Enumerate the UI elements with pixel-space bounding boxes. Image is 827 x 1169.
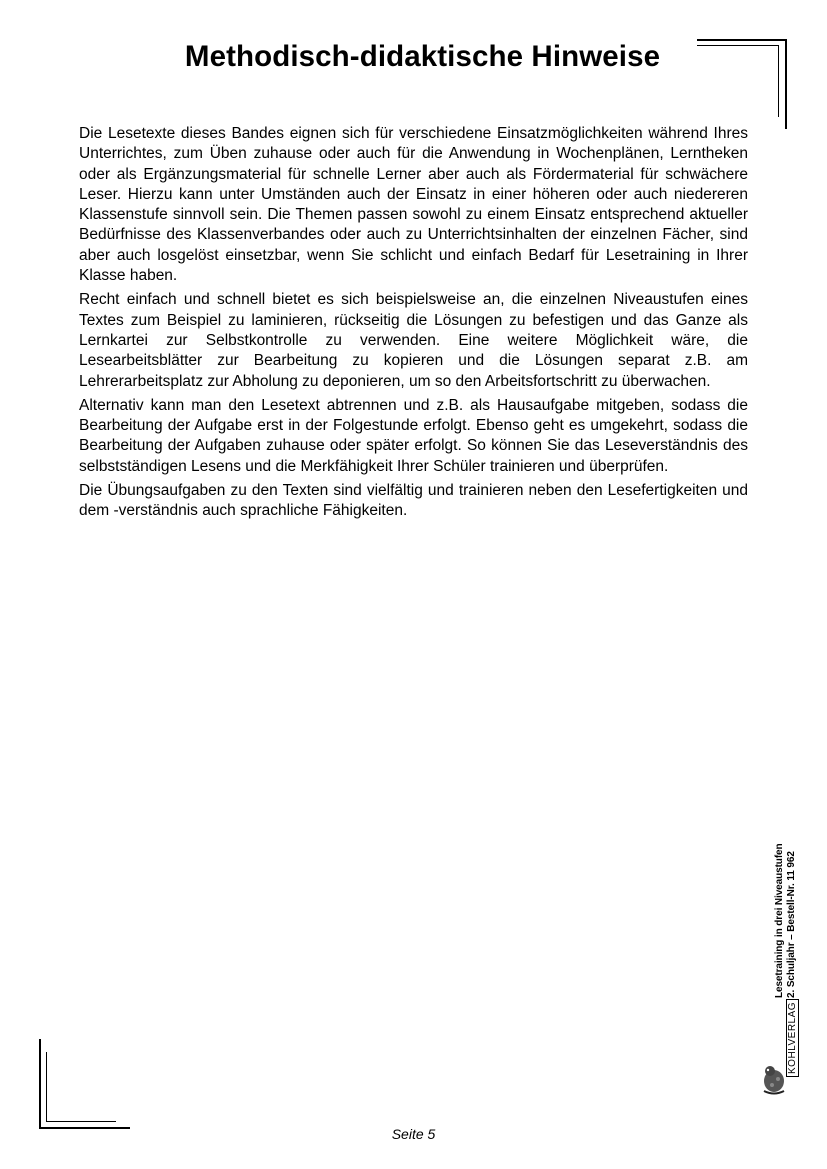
paragraph-4: Die Übungsaufgaben zu den Texten sind vielfältig und trainieren neben den Lesefertigkeiten und dem -verständnis auch sprachliche Fähigkeiten. [79, 482, 748, 520]
corner-frame-top-right-inner [697, 45, 779, 46]
corner-frame-top-right-vertical [785, 39, 787, 129]
page-number: Seite 5 [391, 1126, 436, 1142]
publication-order-number: 2. Schuljahr – Bestell-Nr. 11 962 [786, 851, 797, 998]
corner-frame-bottom-left-inner-horizontal [46, 1121, 116, 1122]
paragraph-2: Recht einfach und schnell bietet es sich beispielsweise an, die einzelnen Niveaustufen eines Textes zum Beispiel zu laminieren, rückseitig die Lösungen zu befestigen und das Ganze als Lernkartei zur Selbstkontrolle zu verwenden. Eine weitere Möglichkeit wäre, die Lesearbeitsblätter zur Bearbeitung zu kopieren und die Lösungen separat z.B. am Lehrerarbeitsplatz zur Abholung zu deponieren, um so den Arbeitsfortschritt zu überwachen. [79, 291, 748, 390]
corner-frame-top-right-inner-vertical [778, 45, 779, 117]
paragraph-1: Die Lesetexte dieses Bandes eignen sich für verschiedene Einsatzmöglichkeiten während Ihres Unterrichtes, zum Üben zuhause oder auch für die Anwendung in Wochenplänen, Lerntheken oder als Ergänzungsmaterial für schnelle Lerner aber auch als Fördermaterial für schwächere Leser. Hierzu kann unter Umständen auch der Einsatz in einer höheren oder auch niedereren Klassenstufe sinnvoll sein. Die Themen passen sowohl zu einem Einsatz entsprechend aktueller Bedürfnisse des Klassenverbandes oder auch zu Unterrichtsinhalten der einzelnen Fächer, sind aber auch losgelöst einsetzbar, wenn Sie schlicht und einfach Bedarf für Lesetraining in Ihrer Klasse haben. [79, 125, 748, 285]
body-text [79, 124, 748, 526]
publication-info [774, 828, 798, 998]
corner-frame-top-right [697, 39, 787, 41]
corner-frame-bottom-left-inner [46, 1052, 47, 1122]
publication-title: Lesetraining in drei Niveaustufen [774, 843, 785, 998]
mascot-icon [760, 1063, 790, 1095]
page-title: Methodisch-didaktische Hinweise [184, 40, 661, 73]
paragraph-3: Alternativ kann man den Lesetext abtrennen und z.B. als Hausaufgabe mitgeben, sodass die Bearbeitung der Aufgabe erst in der Folgestunde erfolgt. Ebenso geht es umgekehrt, sodass die Bearbeitung der Aufgaben zuhause oder später erfolgt. So können Sie das Leseverständnis des selbstständigen Lesens und die Merkfähigkeit Ihrer Schüler trainieren und überprüfen. [79, 396, 748, 475]
corner-frame-bottom-left [39, 1039, 41, 1129]
publisher-logo: KOHLVERLAG [786, 999, 799, 1077]
